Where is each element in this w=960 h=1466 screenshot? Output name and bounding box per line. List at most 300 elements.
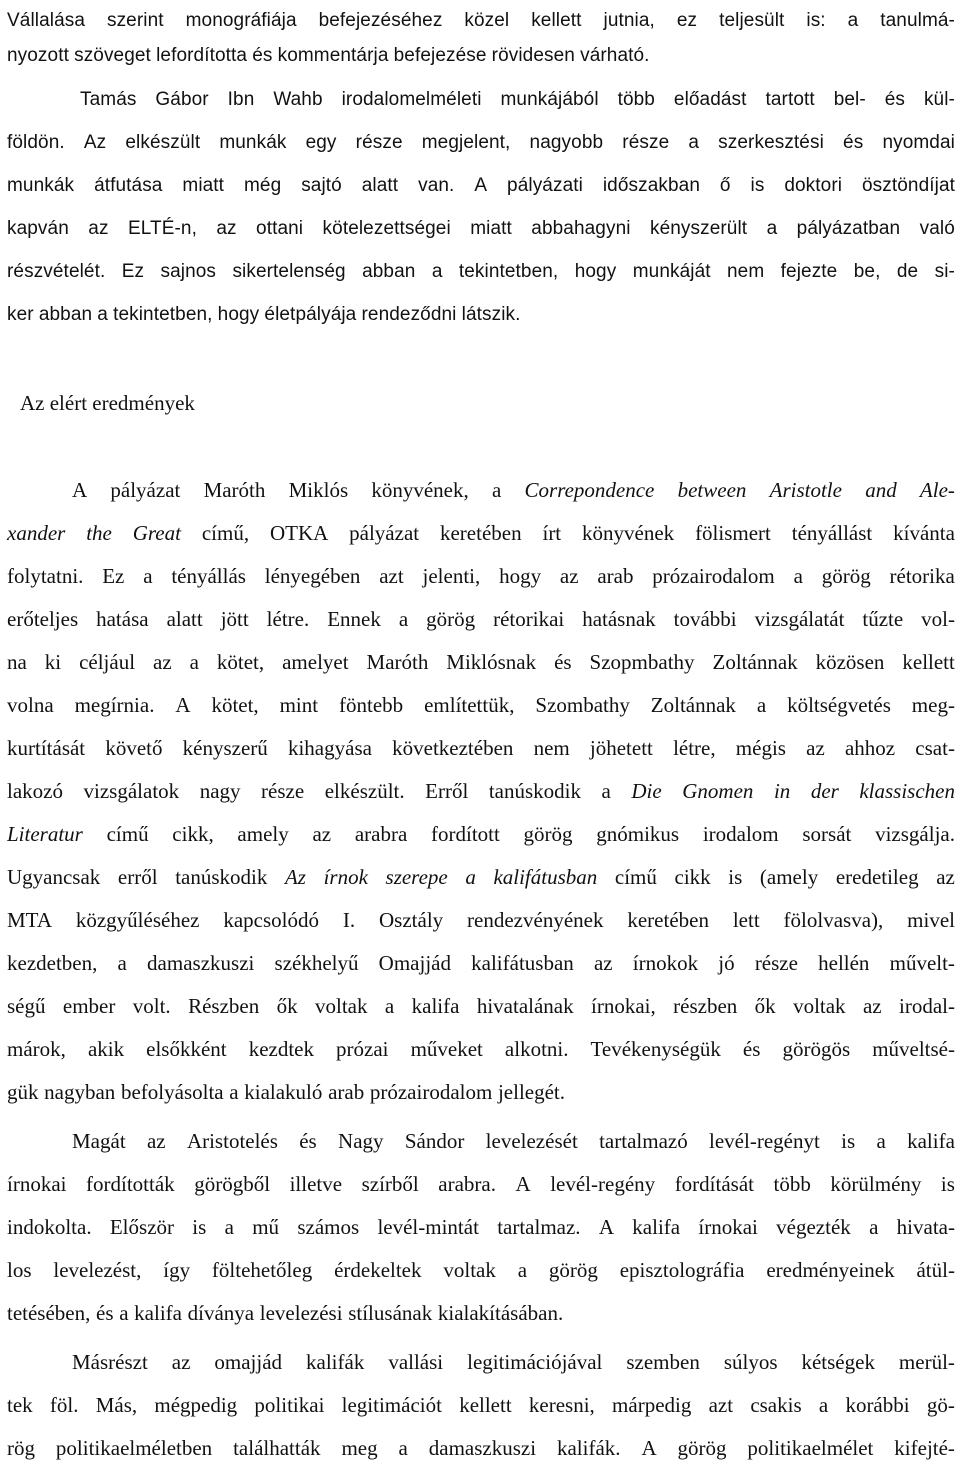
word: is bbox=[192, 1215, 207, 1239]
body-line bbox=[7, 1209, 955, 1245]
word: görög bbox=[426, 607, 476, 631]
body-line bbox=[7, 601, 955, 637]
word: könyvének bbox=[582, 521, 675, 545]
word: márok, bbox=[7, 1037, 66, 1061]
word: tanúskodik bbox=[488, 779, 581, 803]
word: Miklós bbox=[288, 478, 349, 502]
word: című, bbox=[201, 521, 250, 545]
word: része bbox=[754, 951, 798, 975]
word: átfutása bbox=[94, 175, 163, 196]
word: rövidesen bbox=[491, 45, 575, 66]
word: további bbox=[673, 607, 737, 631]
word: rétorika bbox=[889, 564, 955, 588]
word: Az bbox=[83, 132, 107, 153]
word: legitimációjával bbox=[467, 1350, 603, 1374]
word: A bbox=[515, 1172, 531, 1196]
word: nem bbox=[727, 261, 765, 282]
word: amelyet bbox=[282, 650, 349, 674]
word: a bbox=[517, 1258, 528, 1282]
word: alkotni. bbox=[504, 1037, 569, 1061]
word: végezték bbox=[776, 1215, 851, 1239]
word: műveket bbox=[410, 1037, 483, 1061]
word: Nagy bbox=[338, 1129, 384, 1153]
word: ő bbox=[719, 175, 731, 196]
word: gük bbox=[7, 1080, 39, 1104]
word: kellett bbox=[902, 650, 955, 674]
word: voltak bbox=[315, 994, 368, 1018]
word: miatt bbox=[470, 218, 512, 239]
word: prózairodalom bbox=[652, 564, 775, 588]
word: írnok bbox=[323, 865, 368, 889]
word: márpedig bbox=[612, 1393, 692, 1417]
word: pályázat bbox=[110, 478, 181, 502]
word: nyozott bbox=[7, 45, 69, 66]
word: kellett bbox=[531, 10, 582, 31]
word: irodalomelméleti bbox=[341, 89, 482, 110]
word: monográfiája bbox=[185, 10, 297, 31]
word: Zoltánnak bbox=[650, 693, 736, 717]
word: tekintetben, bbox=[458, 261, 559, 282]
word: még bbox=[244, 175, 282, 196]
word: lakozó bbox=[7, 779, 63, 803]
word: rendeződni bbox=[361, 304, 457, 325]
body-line bbox=[7, 1074, 955, 1110]
word: részben bbox=[673, 994, 738, 1018]
word: Tevékenységük bbox=[590, 1037, 721, 1061]
word: hivata- bbox=[896, 1215, 955, 1239]
word: Maróth bbox=[203, 478, 266, 502]
word: Maróth bbox=[366, 650, 429, 674]
word: bel- bbox=[833, 89, 866, 110]
word: Ugyancsak bbox=[7, 865, 101, 889]
word: egy bbox=[305, 132, 337, 153]
word: fejezte bbox=[780, 261, 838, 282]
word: cikk, bbox=[172, 822, 214, 846]
word: ségű bbox=[7, 994, 46, 1018]
word: a bbox=[847, 10, 859, 31]
word: követő bbox=[105, 736, 163, 760]
word: tek bbox=[7, 1393, 33, 1417]
word: céljául bbox=[79, 650, 136, 674]
word: si- bbox=[934, 261, 955, 282]
word: kétségek bbox=[801, 1350, 875, 1374]
word: az bbox=[312, 822, 332, 846]
word: nyomdai bbox=[882, 132, 955, 153]
word: a bbox=[491, 478, 502, 502]
word: a bbox=[224, 1215, 234, 1239]
word: kezdetben, bbox=[7, 951, 98, 975]
word: szöveget bbox=[74, 45, 151, 66]
word: keresni, bbox=[528, 1393, 595, 1417]
word: is bbox=[728, 865, 743, 889]
word: Sándor bbox=[404, 1129, 465, 1153]
word: de bbox=[896, 261, 919, 282]
word: sajnos bbox=[160, 261, 217, 282]
word: nagy bbox=[199, 779, 241, 803]
word: görögből bbox=[194, 1172, 271, 1196]
word: a bbox=[97, 304, 108, 325]
word: der bbox=[810, 779, 839, 803]
word: a bbox=[229, 1080, 239, 1104]
word: sajtó bbox=[301, 175, 342, 196]
word: pályázat bbox=[349, 521, 420, 545]
word: több bbox=[773, 1172, 811, 1196]
word: létre, bbox=[673, 736, 716, 760]
word: előadást bbox=[673, 89, 747, 110]
word: kalifa bbox=[411, 994, 460, 1018]
word: ki bbox=[44, 650, 62, 674]
word: gnómikus bbox=[596, 822, 680, 846]
word: levél-mintát bbox=[377, 1215, 479, 1239]
word: vizsgálatok bbox=[83, 779, 180, 803]
word: klassischen bbox=[859, 779, 955, 803]
word: látszik. bbox=[461, 304, 521, 325]
word: görögös bbox=[782, 1037, 851, 1061]
word: eredményeinek bbox=[766, 1258, 895, 1282]
word: arab bbox=[328, 1080, 365, 1104]
word: kellett bbox=[459, 1393, 512, 1417]
word: indokolta. bbox=[7, 1215, 92, 1239]
word: a bbox=[143, 564, 153, 588]
word: alatt bbox=[166, 607, 203, 631]
word: szemben bbox=[626, 1350, 700, 1374]
word: the bbox=[86, 521, 112, 545]
word: kalifátusban bbox=[471, 951, 574, 975]
word: Miklósnak bbox=[446, 650, 537, 674]
word: tűzte bbox=[862, 607, 904, 631]
intro-line bbox=[7, 125, 955, 161]
word: így bbox=[163, 1258, 191, 1282]
word: kurtítását bbox=[7, 736, 86, 760]
word: jutnia, bbox=[603, 10, 655, 31]
intro-line bbox=[7, 38, 955, 74]
word: az bbox=[216, 218, 237, 239]
word: következtében bbox=[392, 736, 514, 760]
body-line bbox=[7, 1166, 955, 1202]
word: tartalmaz. bbox=[497, 1215, 581, 1239]
word: Először bbox=[109, 1215, 175, 1239]
word: jött bbox=[220, 607, 249, 631]
word: kalifa bbox=[134, 1301, 182, 1325]
word: megjelent, bbox=[421, 132, 511, 153]
word: pályázati bbox=[507, 175, 583, 196]
word: való bbox=[919, 218, 955, 239]
word: és bbox=[554, 650, 572, 674]
word: damaszkuszi bbox=[147, 951, 255, 975]
word: és bbox=[299, 1129, 317, 1153]
word: munkájából bbox=[500, 89, 599, 110]
word: művelt- bbox=[889, 951, 955, 975]
word: görög bbox=[548, 1258, 598, 1282]
word: díványa bbox=[187, 1301, 255, 1325]
word: levelezést, bbox=[53, 1258, 142, 1282]
word: a bbox=[189, 650, 199, 674]
word: A bbox=[175, 693, 191, 717]
word: szerepe bbox=[385, 865, 448, 889]
word: az bbox=[862, 994, 882, 1018]
word: kalifa bbox=[632, 1215, 681, 1239]
word: Omajjád bbox=[378, 951, 451, 975]
word: című bbox=[106, 822, 149, 846]
word: Vállalása bbox=[7, 10, 86, 31]
word: nagyobb bbox=[529, 132, 604, 153]
word: időszakban bbox=[602, 175, 700, 196]
word: a bbox=[688, 132, 700, 153]
word: munkáját bbox=[632, 261, 711, 282]
word: elkészült bbox=[125, 132, 201, 153]
word: politikai bbox=[254, 1393, 325, 1417]
word: csakis bbox=[750, 1393, 802, 1417]
word: körülmény bbox=[830, 1172, 922, 1196]
word: a bbox=[117, 951, 127, 975]
word: abbahagyni bbox=[531, 218, 631, 239]
word: jelenti, bbox=[422, 564, 481, 588]
word: los bbox=[7, 1258, 32, 1282]
word: illetve bbox=[289, 1172, 343, 1196]
word: és bbox=[843, 132, 864, 153]
word: lényegében bbox=[264, 564, 361, 588]
word: több bbox=[617, 89, 655, 110]
word: az bbox=[593, 951, 613, 975]
word: hellén bbox=[818, 951, 870, 975]
word: költségvetés bbox=[787, 693, 891, 717]
word: közel bbox=[464, 10, 510, 31]
body-line bbox=[7, 902, 955, 938]
word: pályázatban bbox=[796, 218, 901, 239]
word: az bbox=[559, 564, 579, 588]
intro-line bbox=[7, 254, 955, 290]
word: tekintetben, bbox=[113, 304, 213, 325]
word: találhatták bbox=[233, 1436, 321, 1460]
word: kialakuló bbox=[244, 1080, 323, 1104]
word: miatt bbox=[182, 175, 225, 196]
word: könyvének, bbox=[371, 478, 469, 502]
word: az bbox=[88, 218, 109, 239]
word: és bbox=[252, 45, 273, 66]
intro-line bbox=[7, 297, 955, 333]
word: a bbox=[398, 607, 409, 631]
word: Aristotelés bbox=[186, 1129, 278, 1153]
word: jellegét. bbox=[497, 1080, 566, 1104]
word: abban bbox=[362, 261, 416, 282]
word: a bbox=[398, 1436, 408, 1460]
intro-line bbox=[80, 82, 955, 118]
word: Szombathy bbox=[535, 693, 630, 717]
word: arab bbox=[597, 564, 634, 588]
word: tényállás bbox=[171, 564, 246, 588]
word: a bbox=[818, 1393, 829, 1417]
word: legitimációt bbox=[341, 1393, 442, 1417]
word: kötet, bbox=[211, 693, 259, 717]
word: A bbox=[598, 1215, 615, 1239]
word: damaszkuszi bbox=[428, 1436, 537, 1460]
body-line bbox=[7, 1252, 955, 1288]
word: vizsgálja. bbox=[875, 822, 955, 846]
word: voltak bbox=[793, 994, 846, 1018]
word: prózai bbox=[336, 1037, 389, 1061]
word: be, bbox=[853, 261, 881, 282]
word: OTKA bbox=[269, 521, 329, 545]
word: Ez bbox=[121, 261, 145, 282]
word: kalifák bbox=[306, 1350, 365, 1374]
word: görög bbox=[677, 1436, 727, 1460]
word: hogy bbox=[217, 304, 260, 325]
word: írnokai bbox=[698, 1215, 758, 1239]
word: befejezéséhez bbox=[318, 10, 443, 31]
word: súlyos bbox=[723, 1350, 778, 1374]
word: and bbox=[865, 478, 897, 502]
word: voltak bbox=[443, 1258, 496, 1282]
word: föl. bbox=[49, 1393, 79, 1417]
word: részvételét. bbox=[7, 261, 106, 282]
word: meg- bbox=[911, 693, 955, 717]
word: erőteljes bbox=[7, 607, 79, 631]
word: kalifa bbox=[907, 1129, 955, 1153]
word: arabra bbox=[354, 822, 408, 846]
word: politikaelméletben bbox=[55, 1436, 213, 1460]
word: fordították bbox=[86, 1172, 175, 1196]
word: kötelezettségei bbox=[322, 218, 451, 239]
word: azt bbox=[379, 564, 404, 588]
word: fölismert bbox=[695, 521, 771, 545]
word: ember bbox=[62, 994, 116, 1018]
word: Gnomen bbox=[682, 779, 754, 803]
word: teljesült bbox=[719, 10, 785, 31]
word: és bbox=[884, 89, 906, 110]
word: elsőkként bbox=[146, 1037, 227, 1061]
word: ahhoz bbox=[844, 736, 896, 760]
word: szerint bbox=[106, 10, 164, 31]
word: Az bbox=[284, 865, 306, 889]
word: munkák bbox=[7, 175, 75, 196]
word: Szopmbathy bbox=[589, 650, 695, 674]
word: az bbox=[146, 1129, 166, 1153]
word: mégis bbox=[735, 736, 786, 760]
word: levelezési bbox=[259, 1301, 343, 1325]
body-line bbox=[7, 515, 955, 551]
word: Aristotle bbox=[769, 478, 842, 502]
word: a bbox=[756, 693, 767, 717]
word: volna bbox=[7, 693, 54, 717]
word: rög bbox=[7, 1436, 35, 1460]
word: várható. bbox=[580, 45, 650, 66]
word: I. bbox=[342, 908, 356, 932]
word: írnokok bbox=[632, 951, 699, 975]
word: ottani bbox=[256, 218, 304, 239]
word: írnokai bbox=[7, 1172, 67, 1196]
word: jöhetett bbox=[589, 736, 653, 760]
word: tanúskodik bbox=[175, 865, 268, 889]
word: keretében bbox=[627, 908, 709, 932]
word: akik bbox=[87, 1037, 125, 1061]
word: megírnia. bbox=[74, 693, 155, 717]
word: a bbox=[766, 218, 778, 239]
section-heading: Az elért eredmények bbox=[20, 391, 195, 415]
word: számos bbox=[297, 1215, 360, 1239]
word: tartott bbox=[765, 89, 815, 110]
word: és bbox=[96, 1301, 114, 1325]
word: nagyban bbox=[44, 1080, 116, 1104]
word: és bbox=[742, 1037, 761, 1061]
intro-line bbox=[7, 3, 955, 39]
word: kifejté- bbox=[894, 1436, 955, 1460]
word: kül- bbox=[923, 89, 955, 110]
word: című bbox=[614, 865, 657, 889]
word: prózairodalom bbox=[369, 1080, 493, 1104]
body-line bbox=[7, 730, 955, 766]
word: A bbox=[474, 175, 488, 196]
word: átül- bbox=[916, 1258, 955, 1282]
word: említettük, bbox=[424, 693, 515, 717]
word: szírből bbox=[361, 1172, 419, 1196]
word: kívánta bbox=[893, 521, 955, 545]
word: hogy bbox=[574, 261, 617, 282]
word: elkészült. bbox=[324, 779, 405, 803]
word: kötet, bbox=[216, 650, 265, 674]
word: életpályája bbox=[264, 304, 357, 325]
word: kalifák. bbox=[556, 1436, 621, 1460]
word: Ale- bbox=[919, 478, 955, 502]
word: az bbox=[806, 736, 825, 760]
word: van. bbox=[418, 175, 455, 196]
word: merül- bbox=[898, 1350, 955, 1374]
word: Részben bbox=[188, 994, 260, 1018]
word: műveltsé- bbox=[872, 1037, 955, 1061]
word: az bbox=[936, 865, 955, 889]
word: föntebb bbox=[339, 693, 404, 717]
word: hivatalának bbox=[476, 994, 574, 1018]
word: a bbox=[465, 865, 476, 889]
word: xander bbox=[7, 521, 66, 545]
word: in bbox=[773, 779, 791, 803]
word: stílusának bbox=[348, 1301, 433, 1325]
word: vallási bbox=[388, 1350, 444, 1374]
word: tényállást bbox=[791, 521, 873, 545]
body-line bbox=[7, 816, 955, 852]
word: arabra. bbox=[438, 1172, 496, 1196]
word: tetésében, bbox=[7, 1301, 91, 1325]
word: is bbox=[940, 1172, 955, 1196]
word: azt bbox=[708, 1393, 734, 1417]
word: irodal- bbox=[899, 994, 955, 1018]
word: része bbox=[355, 132, 403, 153]
word: rétorikai bbox=[493, 607, 565, 631]
word: Osztály bbox=[379, 908, 444, 932]
word: (amely bbox=[759, 865, 819, 889]
word: Wahb bbox=[273, 89, 323, 110]
word: Gábor bbox=[155, 89, 209, 110]
word: is bbox=[841, 1129, 856, 1153]
word: hatása bbox=[96, 607, 149, 631]
word: a bbox=[876, 1129, 886, 1153]
body-line bbox=[7, 558, 955, 594]
word: írnokai, bbox=[591, 994, 656, 1018]
word: Magát bbox=[72, 1129, 126, 1153]
body-line bbox=[7, 687, 955, 723]
word: irodalom bbox=[702, 822, 779, 846]
word: a bbox=[793, 564, 803, 588]
word: korábbi bbox=[845, 1393, 910, 1417]
body-line bbox=[72, 1344, 955, 1380]
word: ösztöndíjat bbox=[862, 175, 955, 196]
body-line bbox=[7, 945, 955, 981]
word: levél-regényt bbox=[709, 1129, 820, 1153]
word: sorsát bbox=[802, 822, 852, 846]
word: befejezése bbox=[393, 45, 487, 66]
word: kalifátusban bbox=[493, 865, 598, 889]
word: vizsgálatát bbox=[754, 607, 845, 631]
word: Más, bbox=[95, 1393, 138, 1417]
